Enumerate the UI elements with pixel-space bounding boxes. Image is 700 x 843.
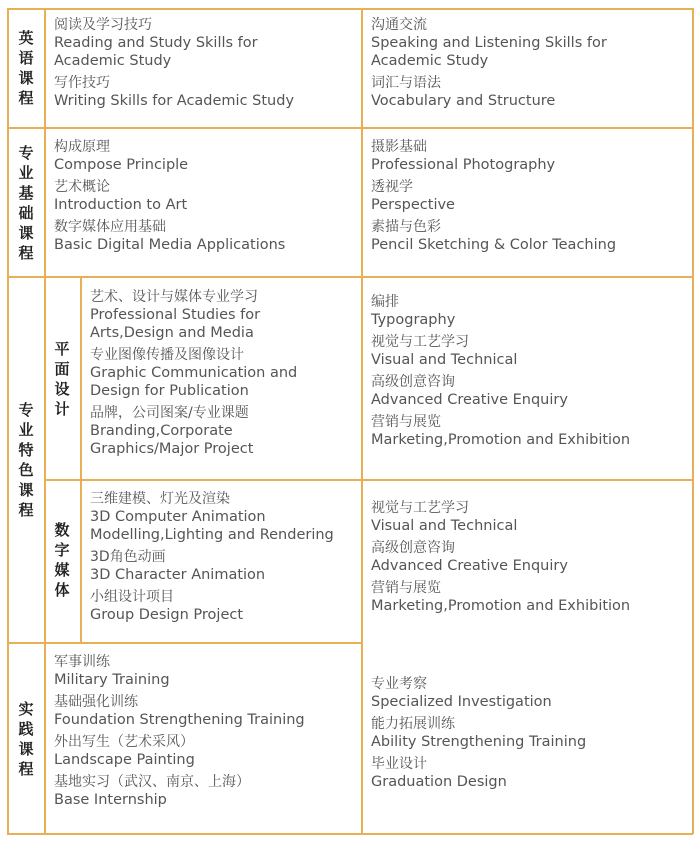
course-name-en: 3D Character Animation (90, 567, 266, 583)
course-name-en: Base Internship (54, 792, 167, 808)
course-item (371, 218, 616, 254)
course-name-en: Marketing,Promotion and Exhibition (371, 432, 631, 448)
divider-subcategory-column (80, 277, 82, 643)
course-item (371, 293, 630, 329)
course-name-zh: 营销与展览 (371, 414, 441, 430)
course-name-zh: 沟通交流 (371, 17, 427, 33)
divider-middle (361, 8, 363, 834)
practice-right-cell (371, 675, 586, 795)
course-name-zh: 构成原理 (54, 139, 110, 155)
course-name-zh: 高级创意咨询 (371, 540, 455, 556)
course-name-zh: 素描与色彩 (371, 219, 441, 235)
course-item (371, 579, 630, 615)
divider-english-foundation (7, 127, 693, 129)
course-item (54, 733, 305, 769)
course-name-zh: 品牌，公司图案/专业课题 (90, 405, 249, 421)
course-name-zh: 数字媒体应用基础 (54, 219, 166, 235)
course-name-zh: 词汇与语法 (371, 75, 441, 91)
divider-featured-practice-left (7, 642, 362, 644)
course-item (371, 499, 630, 535)
course-name-en: Introduction to Art (54, 197, 188, 213)
course-item (90, 404, 297, 458)
course-name-zh: 3D角色动画 (90, 549, 166, 565)
practice-left-cell (54, 653, 305, 813)
border-right (692, 8, 694, 834)
graphic-design-left-cell (90, 288, 297, 462)
course-name-en: Visual and Technical (371, 518, 518, 534)
course-name-en: Group Design Project (90, 607, 244, 623)
category-foundation-courses: 专业基础课程 (18, 144, 34, 262)
divider-graphic-digital (44, 479, 693, 481)
course-item (54, 773, 305, 809)
course-name-en: Graduation Design (371, 774, 507, 790)
course-item (371, 755, 586, 791)
course-name-zh: 营销与展览 (371, 580, 441, 596)
course-name-zh: 摄影基础 (371, 139, 427, 155)
course-name-en: Pencil Sketching & Color Teaching (371, 237, 617, 253)
course-item (371, 178, 616, 214)
course-name-zh: 基础强化训练 (54, 694, 138, 710)
course-name-zh: 阅读及学习技巧 (54, 17, 152, 33)
foundation-right-cell (371, 138, 616, 258)
course-item (90, 346, 297, 400)
course-item (371, 16, 607, 70)
course-item (54, 693, 305, 729)
course-name-en: Specialized Investigation (371, 694, 552, 710)
course-name-en: Military Training (54, 672, 170, 688)
digital-media-left-cell (90, 490, 334, 628)
course-name-zh: 艺术概论 (54, 179, 110, 195)
category-featured-courses: 专业特色课程 (18, 401, 34, 519)
course-name-en: Professional Studies for Arts,Design and Media (90, 307, 261, 341)
course-item (371, 715, 586, 751)
divider-foundation-featured (7, 276, 693, 278)
course-name-en: Branding,Corporate Graphics/Major Project (90, 423, 254, 457)
course-name-en: 3D Computer Animation Modelling,Lighting and Rendering (90, 509, 334, 543)
english-left-cell (54, 16, 294, 114)
course-name-zh: 专业考察 (371, 676, 427, 692)
subcategory-graphic-design: 平面设计 (54, 340, 70, 418)
course-item (371, 675, 586, 711)
category-english-courses: 英语课程 (18, 29, 34, 107)
course-name-zh: 视觉与工艺学习 (371, 500, 469, 516)
course-item (90, 548, 334, 584)
border-left (7, 8, 9, 834)
course-item (54, 178, 285, 214)
course-name-zh: 军事训练 (54, 654, 110, 670)
course-name-zh: 视觉与工艺学习 (371, 334, 469, 350)
border-bottom (7, 833, 693, 835)
course-item (371, 373, 630, 409)
course-item (54, 653, 305, 689)
english-right-cell (371, 16, 607, 114)
course-name-zh: 写作技巧 (54, 75, 110, 91)
course-name-en: Compose Principle (54, 157, 189, 173)
subcategory-digital-media: 数字媒体 (54, 521, 70, 599)
course-item (371, 539, 630, 575)
course-item (54, 138, 285, 174)
digital-media-right-cell (371, 499, 630, 619)
course-name-zh: 基地实习（武汉、南京、上海） (54, 774, 250, 790)
course-name-zh: 能力拓展训练 (371, 716, 455, 732)
course-name-zh: 毕业设计 (371, 756, 427, 772)
course-name-en: Perspective (371, 197, 455, 213)
course-name-en: Writing Skills for Academic Study (54, 93, 295, 109)
course-name-en: Professional Photography (371, 157, 556, 173)
course-item (90, 490, 334, 544)
course-name-en: Basic Digital Media Applications (54, 237, 286, 253)
category-practice-courses: 实践课程 (18, 700, 34, 778)
course-name-zh: 专业图像传播及图像设计 (90, 347, 244, 363)
course-name-en: Graphic Communication and Design for Publication (90, 365, 298, 399)
course-item (371, 138, 616, 174)
course-name-zh: 编排 (371, 294, 399, 310)
course-name-en: Vocabulary and Structure (371, 93, 556, 109)
course-name-en: Ability Strengthening Training (371, 734, 587, 750)
course-item (371, 413, 630, 449)
course-name-en: Visual and Technical (371, 352, 518, 368)
course-item (54, 74, 294, 110)
course-name-en: Marketing,Promotion and Exhibition (371, 598, 631, 614)
course-name-en: Reading and Study Skills for Academic Study (54, 35, 258, 69)
course-name-zh: 艺术、设计与媒体专业学习 (90, 289, 258, 305)
course-item (90, 288, 297, 342)
course-name-zh: 外出写生（艺术采风） (54, 734, 194, 750)
course-item (54, 218, 285, 254)
divider-category-column (44, 8, 46, 834)
graphic-design-right-cell (371, 293, 630, 453)
course-name-en: Foundation Strengthening Training (54, 712, 305, 728)
foundation-left-cell (54, 138, 285, 258)
course-item (371, 333, 630, 369)
course-item (54, 16, 294, 70)
course-name-en: Advanced Creative Enquiry (371, 558, 568, 574)
course-name-en: Speaking and Listening Skills for Academic Study (371, 35, 607, 69)
course-name-en: Landscape Painting (54, 752, 195, 768)
course-name-en: Advanced Creative Enquiry (371, 392, 568, 408)
course-name-zh: 高级创意咨询 (371, 374, 455, 390)
course-item (371, 74, 607, 110)
course-name-en: Typography (371, 312, 456, 328)
border-top (7, 8, 693, 10)
course-name-zh: 三维建模、灯光及渲染 (90, 491, 230, 507)
course-name-zh: 透视学 (371, 179, 413, 195)
course-name-zh: 小组设计项目 (90, 589, 174, 605)
course-item (90, 588, 334, 624)
